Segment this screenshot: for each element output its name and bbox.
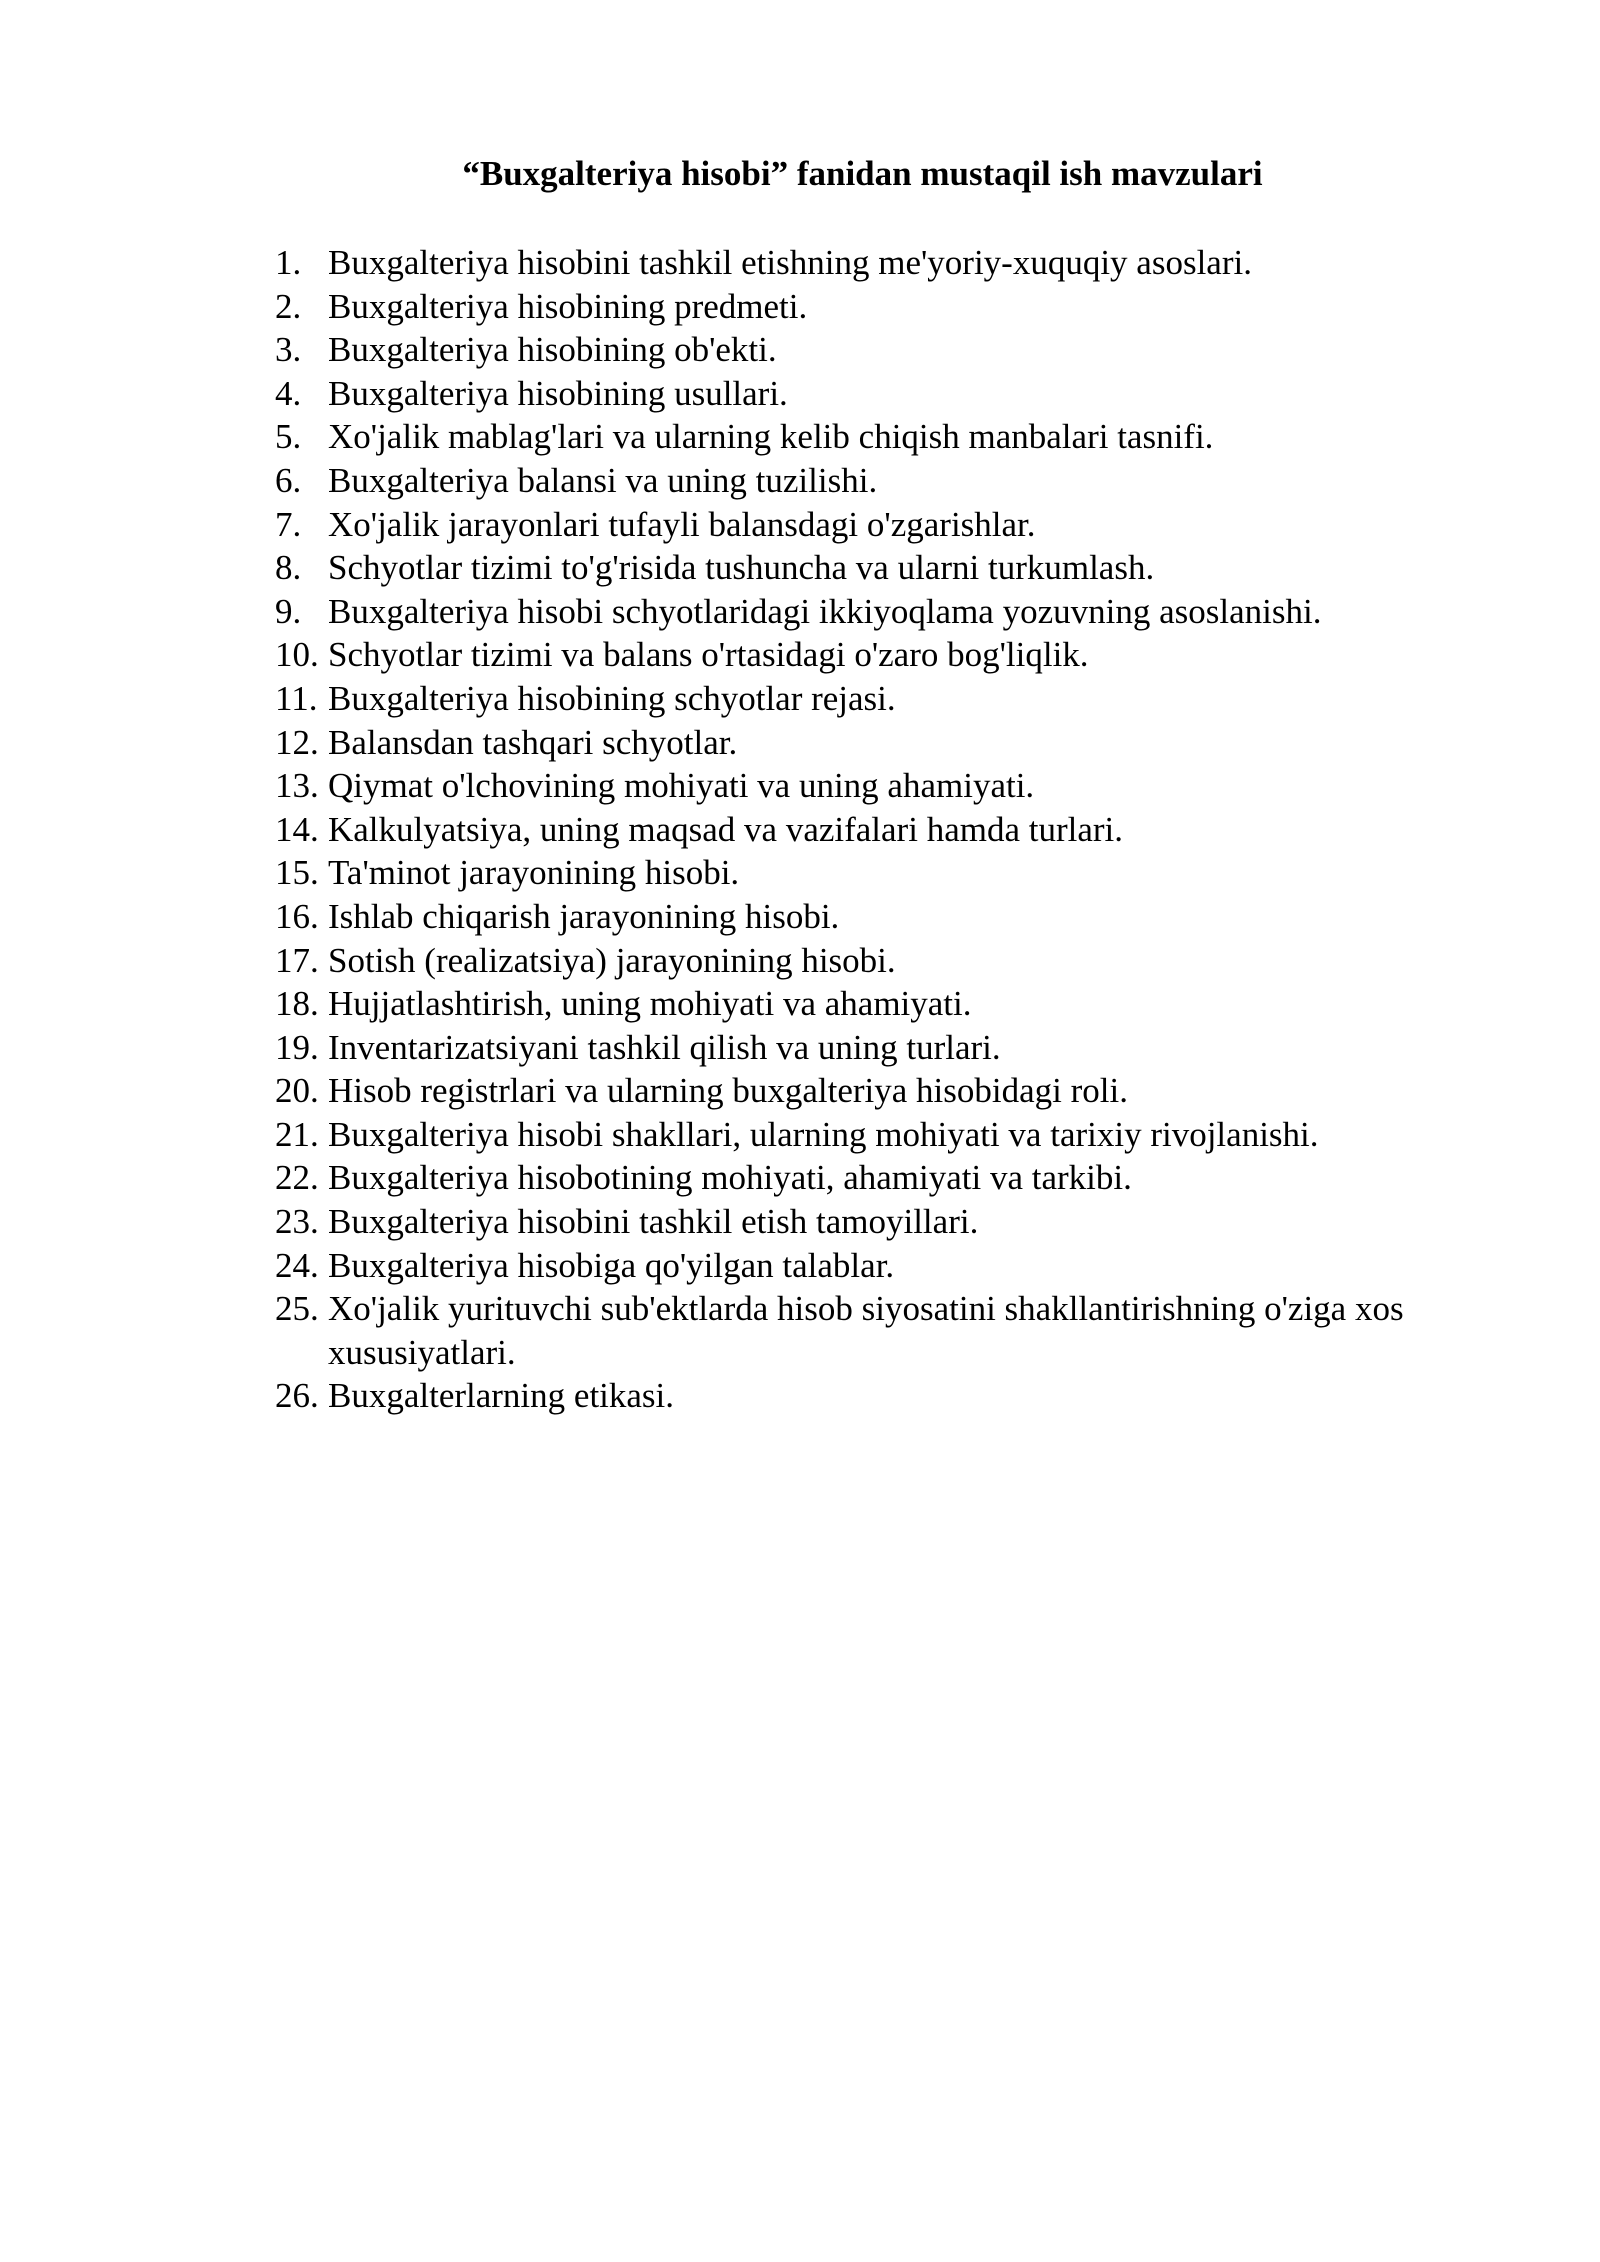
- list-item-text: Ta'minot jarayonining hisobi.: [328, 853, 740, 893]
- list-item: [275, 895, 1515, 939]
- list-item-text: Sotish (realizatsiya) jarayonining hisobi.: [328, 940, 896, 980]
- list-item: [275, 1374, 1515, 1418]
- document-title: “Buxgalteriya hisobi” fanidan mustaqil ish mavzulari: [462, 154, 1263, 193]
- list-item-number: 14.: [275, 809, 319, 849]
- list-item-text: Buxgalterlarning etikasi.: [328, 1376, 675, 1416]
- list-item-text: Ishlab chiqarish jarayonining hisobi.: [328, 896, 840, 936]
- list-item: [275, 415, 1515, 459]
- list-item: [275, 503, 1515, 547]
- list-item: [275, 546, 1515, 590]
- list-item-number: 23.: [275, 1202, 319, 1242]
- list-item-number: 21.: [275, 1114, 319, 1154]
- list-item: [275, 590, 1515, 634]
- list-item: [275, 939, 1515, 983]
- list-item: [275, 1026, 1515, 1070]
- list-item: [275, 764, 1515, 808]
- list-item-text: Buxgalteriya hisobi shakllari, ularning mohiyati va tarixiy rivojlanishi.: [328, 1114, 1319, 1154]
- list-item-number: 19.: [275, 1027, 319, 1067]
- list-item-text: Buxgalteriya hisobi schyotlaridagi ikkiyoqlama yozuvning asoslanishi.: [328, 591, 1322, 631]
- list-item-text: Hisob registrlari va ularning buxgalteriya hisobidagi roli.: [328, 1071, 1128, 1111]
- list-item-text: Inventarizatsiyani tashkil qilish va uning turlari.: [328, 1027, 1001, 1067]
- list-item: [275, 1244, 1515, 1288]
- list-item-text: Buxgalteriya hisobining ob'ekti.: [328, 330, 777, 370]
- list-item-text: Qiymat o'lchovining mohiyati va uning ahamiyati.: [328, 766, 1035, 806]
- list-item-text: Balansdan tashqari schyotlar.: [328, 722, 738, 762]
- list-item: [275, 1113, 1515, 1157]
- list-item-number: 2.: [275, 286, 302, 326]
- list-item-number: 1.: [275, 243, 302, 282]
- list-item-text: Kalkulyatsiya, uning maqsad va vazifalari hamda turlari.: [328, 809, 1124, 849]
- list-item: [275, 721, 1515, 765]
- list-item: [275, 677, 1515, 721]
- list-item-number: 5.: [275, 417, 302, 457]
- list-item-number: 18.: [275, 984, 319, 1024]
- list-item-number: 26.: [275, 1376, 319, 1416]
- list-item-text: Buxgalteriya hisobining usullari.: [328, 373, 788, 413]
- list-item-text: Xo'jalik jarayonlari tufayli balansdagi o'zgarishlar.: [328, 504, 1036, 544]
- list-item-text: Schyotlar tizimi va balans o'rtasidagi o'zaro bog'liqlik.: [328, 635, 1089, 675]
- list-item-text: Schyotlar tizimi to'g'risida tushuncha va ularni turkumlash.: [328, 548, 1155, 588]
- list-item-text: Buxgalteriya hisobotining mohiyati, ahamiyati va tarkibi.: [328, 1158, 1132, 1198]
- list-item-number: 11.: [275, 678, 318, 718]
- list-item-number: 17.: [275, 940, 319, 980]
- list-item: [275, 1200, 1515, 1244]
- list-item: [275, 328, 1515, 372]
- list-item-text: Buxgalteriya balansi va uning tuzilishi.: [328, 460, 878, 500]
- list-item: [275, 1156, 1515, 1200]
- list-item: [275, 1287, 1515, 1374]
- list-item-number: 20.: [275, 1071, 319, 1111]
- list-item-number: 25.: [275, 1289, 319, 1329]
- list-item-number: 9.: [275, 591, 302, 631]
- list-item: [275, 285, 1515, 329]
- list-item-number: 15.: [275, 853, 319, 893]
- list-item-text: Buxgalteriya hisobini tashkil etishning me'yoriy-xuquqiy asoslari.: [328, 243, 1252, 282]
- list-item-number: 16.: [275, 896, 319, 936]
- list-item-number: 24.: [275, 1245, 319, 1285]
- list-item-text: Hujjatlashtirish, uning mohiyati va ahamiyati.: [328, 984, 972, 1024]
- list-item-number: 3.: [275, 330, 302, 370]
- list-item-number: 10.: [275, 635, 319, 675]
- list-item: [275, 851, 1515, 895]
- list-item-text: Xo'jalik mablag'lari va ularning kelib chiqish manbalari tasnifi.: [328, 417, 1214, 457]
- topic-list: [275, 241, 1515, 1418]
- list-item: [275, 982, 1515, 1026]
- list-item-number: 8.: [275, 548, 302, 588]
- list-item-number: 7.: [275, 504, 302, 544]
- list-item-number: 22.: [275, 1158, 319, 1198]
- list-item-number: 4.: [275, 373, 302, 413]
- list-item-text: Buxgalteriya hisobining schyotlar rejasi.: [328, 678, 896, 718]
- list-item-text: Buxgalteriya hisobiga qo'yilgan talablar.: [328, 1245, 895, 1285]
- list-item: [275, 1069, 1515, 1113]
- list-item: [275, 372, 1515, 416]
- list-item-number: 13.: [275, 766, 319, 806]
- list-item-text: Xo'jalik yurituvchi sub'ektlarda hisob siyosatini shakllantirishning o'ziga xos xususiyatlari.: [328, 1289, 1404, 1372]
- list-item-text: Buxgalteriya hisobining predmeti.: [328, 286, 808, 326]
- list-item: [275, 459, 1515, 503]
- list-item-number: 12.: [275, 722, 319, 762]
- list-item-text: Buxgalteriya hisobini tashkil etish tamoyillari.: [328, 1202, 979, 1242]
- list-item: [275, 633, 1515, 677]
- list-item-number: 6.: [275, 460, 302, 500]
- list-item: [275, 808, 1515, 852]
- list-item: [275, 241, 1515, 285]
